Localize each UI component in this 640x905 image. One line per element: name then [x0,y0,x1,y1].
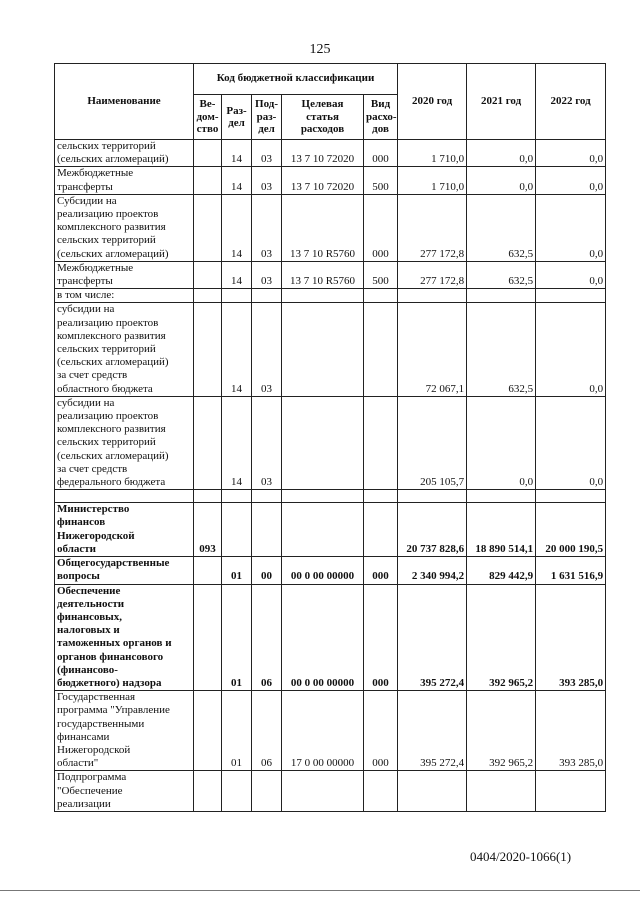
row-value-2022: 1 631 516,9 [536,557,606,584]
page-number: 125 [309,42,331,57]
col-header-classification: Код бюджетной классификации [194,64,398,95]
row-value-2021: 0,0 [467,140,536,167]
row-target-article: 17 0 00 00000 [282,691,364,771]
row-expense-type [364,503,398,557]
row-value-2020: 205 105,7 [398,396,467,489]
table-row [55,167,606,194]
row-expense-type: 000 [364,584,398,691]
row-name: сельских территорий (сельских агломераций) [55,140,194,167]
row-razdel [222,503,252,557]
row-razdel: 14 [222,140,252,167]
row-value-2022: 0,0 [536,167,606,194]
row-podrazdel [252,771,282,812]
row-podrazdel: 03 [252,261,282,288]
row-target-article: 00 0 00 00000 [282,584,364,691]
row-value-2020: 2 340 994,2 [398,557,467,584]
row-value-2022: 0,0 [536,303,606,396]
row-value-2021: 632,5 [467,303,536,396]
col-header-name: Наименование [55,64,194,140]
table-row [55,771,606,812]
row-value-2021: 392 965,2 [467,691,536,771]
row-podrazdel: 00 [252,557,282,584]
row-value-2022: 0,0 [536,261,606,288]
row-value-2021: 829 442,9 [467,557,536,584]
row-value-2021: 18 890 514,1 [467,503,536,557]
table-row [55,490,606,503]
row-razdel: 01 [222,691,252,771]
row-expense-type [364,303,398,396]
table-row [55,261,606,288]
row-target-article: 13 7 10 72020 [282,167,364,194]
row-value-2022: 393 285,0 [536,584,606,691]
document-code: 0404/2020-1066(1) [470,849,572,864]
row-value-2020: 20 737 828,6 [398,503,467,557]
row-podrazdel: 03 [252,167,282,194]
row-value-2022 [536,289,606,303]
row-value-2021: 0,0 [467,167,536,194]
row-ved [194,303,222,396]
bottom-divider [0,890,640,891]
row-value-2021: 632,5 [467,261,536,288]
row-ved [194,140,222,167]
row-name: Подпрограмма "Обеспечение реализации [55,771,194,812]
row-razdel: 14 [222,167,252,194]
row-value-2022 [536,490,606,503]
row-expense-type: 500 [364,261,398,288]
row-razdel [222,771,252,812]
col-header-expense-type: Вид расхо- дов [364,95,398,140]
row-ved [194,490,222,503]
row-target-article [282,490,364,503]
table-row [55,557,606,584]
row-value-2022 [536,771,606,812]
row-value-2021: 0,0 [467,396,536,489]
row-ved [194,289,222,303]
row-value-2020: 395 272,4 [398,584,467,691]
row-ved [194,771,222,812]
row-name: субсидии на реализацию проектов комплексного развития сельских территорий (сельских агломераций) за счет средств областного бюджета [55,303,194,396]
row-target-article [282,289,364,303]
row-name: Межбюджетные трансферты [55,261,194,288]
row-value-2021 [467,771,536,812]
row-name: в том числе: [55,289,194,303]
row-podrazdel: 03 [252,140,282,167]
row-razdel: 14 [222,396,252,489]
row-value-2020: 1 710,0 [398,140,467,167]
row-ved [194,584,222,691]
row-razdel [222,289,252,303]
row-name: субсидии на реализацию проектов комплексного развития сельских территорий (сельских агломераций) за счет средств федерального бюджета [55,396,194,489]
table-row [55,503,606,557]
row-value-2021: 632,5 [467,194,536,261]
row-target-article [282,396,364,489]
row-razdel: 01 [222,557,252,584]
row-value-2021 [467,289,536,303]
row-expense-type [364,289,398,303]
col-header-ved: Ве- дом- ство [194,95,222,140]
row-podrazdel: 06 [252,691,282,771]
row-ved [194,261,222,288]
row-ved [194,396,222,489]
row-expense-type: 000 [364,691,398,771]
row-value-2022: 0,0 [536,396,606,489]
row-value-2022: 393 285,0 [536,691,606,771]
table-row [55,289,606,303]
row-value-2020: 1 710,0 [398,167,467,194]
col-header-2020: 2020 год [398,64,467,140]
row-target-article: 00 0 00 00000 [282,557,364,584]
row-expense-type: 000 [364,194,398,261]
row-expense-type [364,396,398,489]
budget-table [54,63,606,812]
row-expense-type: 500 [364,167,398,194]
row-expense-type: 000 [364,557,398,584]
col-header-podrazdel: Под- раз- дел [252,95,282,140]
table-row [55,396,606,489]
table-row [55,194,606,261]
row-expense-type [364,490,398,503]
row-podrazdel: 06 [252,584,282,691]
row-podrazdel [252,289,282,303]
row-value-2022: 20 000 190,5 [536,503,606,557]
row-name: Обеспечение деятельности финансовых, налоговых и таможенных органов и органов финансового (финансово- бюджетного) надзора [55,584,194,691]
row-value-2021: 392 965,2 [467,584,536,691]
row-ved [194,167,222,194]
row-razdel: 14 [222,261,252,288]
row-ved [194,557,222,584]
row-expense-type: 000 [364,140,398,167]
row-value-2022: 0,0 [536,140,606,167]
row-expense-type [364,771,398,812]
row-razdel: 14 [222,303,252,396]
col-header-2022: 2022 год [536,64,606,140]
col-header-target-article: Целевая статья расходов [282,95,364,140]
table-row [55,303,606,396]
row-value-2020: 277 172,8 [398,261,467,288]
row-value-2020: 395 272,4 [398,691,467,771]
row-name: Министерство финансов Нижегородской области [55,503,194,557]
row-razdel: 01 [222,584,252,691]
row-name: Субсидии на реализацию проектов комплексного развития сельских территорий (сельских агломераций) [55,194,194,261]
table-row [55,691,606,771]
row-target-article [282,303,364,396]
row-value-2020: 277 172,8 [398,194,467,261]
row-name: Межбюджетные трансферты [55,167,194,194]
row-name: Общегосударственные вопросы [55,557,194,584]
row-ved [194,691,222,771]
row-target-article [282,771,364,812]
table-row [55,584,606,691]
row-value-2021 [467,490,536,503]
row-podrazdel: 03 [252,396,282,489]
row-target-article: 13 7 10 R5760 [282,261,364,288]
row-value-2020 [398,289,467,303]
row-target-article: 13 7 10 R5760 [282,194,364,261]
row-ved: 093 [194,503,222,557]
row-podrazdel: 03 [252,303,282,396]
row-razdel [222,490,252,503]
row-target-article [282,503,364,557]
row-razdel: 14 [222,194,252,261]
row-value-2022: 0,0 [536,194,606,261]
row-podrazdel [252,490,282,503]
row-value-2020 [398,490,467,503]
row-name: Государственная программа "Управление государственными финансами Нижегородской области" [55,691,194,771]
row-podrazdel [252,503,282,557]
col-header-2021: 2021 год [467,64,536,140]
row-value-2020 [398,771,467,812]
table-row [55,140,606,167]
row-value-2020: 72 067,1 [398,303,467,396]
row-name [55,490,194,503]
row-target-article: 13 7 10 72020 [282,140,364,167]
col-header-razdel: Раз- дел [222,95,252,140]
row-ved [194,194,222,261]
row-podrazdel: 03 [252,194,282,261]
